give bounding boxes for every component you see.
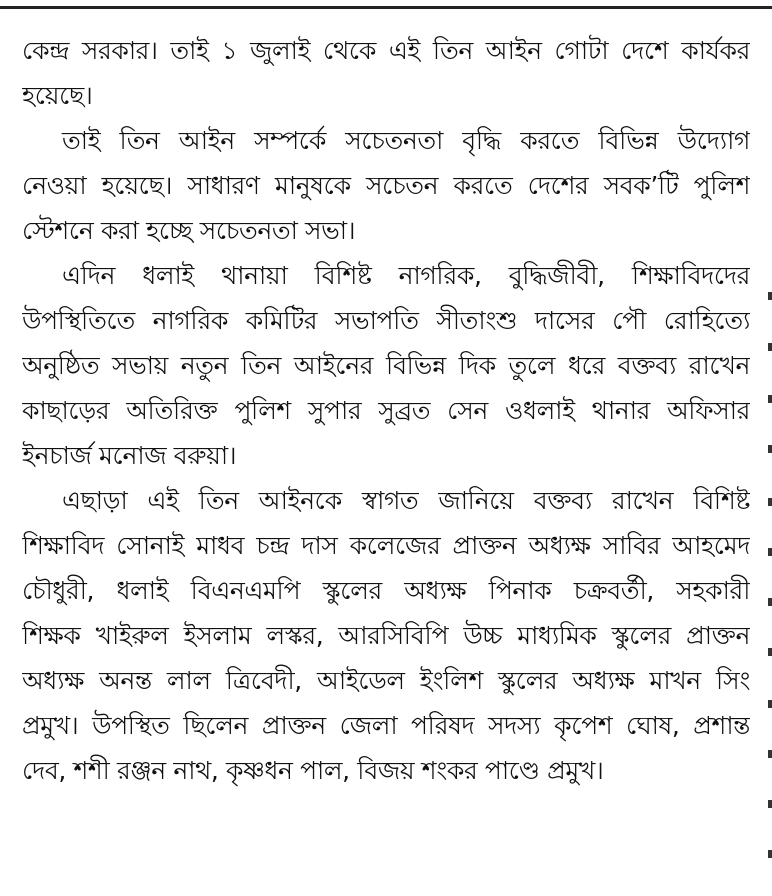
paragraph-1 (22, 28, 750, 118)
news-article-body (22, 28, 750, 793)
paragraph-3 (22, 253, 750, 478)
text-line: উপস্থিতিতে নাগরিক কমিটির সভাপতি সীতাংশু দাসের পৌ রোহিত্যে (22, 306, 750, 335)
top-column-rule (0, 6, 772, 9)
text-line: দেব, শশী রঞ্জন নাথ, কৃষ্ণধন পাল, বিজয় শংকর পাণ্ডে প্রমুখ। (22, 756, 604, 785)
edge-fragment (768, 445, 772, 453)
edge-fragment (768, 498, 772, 506)
text-line: ইনচার্জ মনোজ বরুয়া। (22, 441, 237, 470)
edge-fragment (768, 395, 772, 403)
edge-fragment (768, 343, 772, 351)
edge-fragment (768, 800, 772, 808)
edge-fragment (768, 850, 772, 858)
text-line: নেওয়া হয়েছে। সাধারণ মানুষকে সচেতন করতে দেশের সবক’টি পুলিশ (22, 171, 750, 200)
edge-fragment (768, 598, 772, 606)
adjacent-column-edge (766, 0, 772, 896)
paragraph-2 (22, 118, 750, 253)
text-line: এছাড়া এই তিন আইনকে স্বাগত জানিয়ে বক্তব্য রাখেন বিশিষ্ট (62, 486, 750, 515)
text-line: শিক্ষাবিদ সোনাই মাধব চন্দ্র দাস কলেজের প্রাক্তন অধ্যক্ষ সাবির আহমেদ (22, 531, 750, 560)
edge-fragment (768, 700, 772, 708)
text-line: স্টেশনে করা হচ্ছে সচেতনতা সভা। (22, 216, 356, 245)
edge-fragment (768, 292, 772, 300)
text-line: কেন্দ্র সরকার। তাই ১ জুলাই থেকে এই তিন আইন গোটা দেশে কার্যকর (22, 36, 750, 65)
text-line: হয়েছে। (22, 81, 93, 110)
edge-fragment (768, 548, 772, 556)
text-line: তাই তিন আইন সম্পর্কে সচেতনতা বৃদ্ধি করতে বিভিন্ন উদ্যোগ (62, 126, 750, 155)
text-line: কাছাড়ের অতিরিক্ত পুলিশ সুপার সুব্রত সেন ওধলাই থানার অফিসার (22, 396, 750, 425)
text-line: এদিন ধলাই থানায়া বিশিষ্ট নাগরিক, বুদ্ধিজীবী, শিক্ষাবিদদের (62, 261, 750, 290)
text-line: শিক্ষক খাইরুল ইসলাম লস্কর, আরসিবিপি উচ্চ মাধ্যমিক স্কুলের প্রাক্তন (22, 621, 750, 650)
text-line: অধ্যক্ষ অনন্ত লাল ত্রিবেদী, আইডেল ইংলিশ স্কুলের অধ্যক্ষ মাখন সিং (22, 666, 750, 695)
text-line: অনুষ্ঠিত সভায় নতুন তিন আইনের বিভিন্ন দিক তুলে ধরে বক্তব্য রাখেন (22, 351, 750, 380)
text-line: প্রমুখ। উপস্থিত ছিলেন প্রাক্তন জেলা পরিষদ সদস্য কৃপেশ ঘোষ, প্রশান্ত (22, 711, 750, 740)
paragraph-4 (22, 478, 750, 793)
edge-fragment (768, 648, 772, 656)
edge-fragment (768, 750, 772, 758)
text-line: চৌধুরী, ধলাই বিএনএমপি স্কুলের অধ্যক্ষ পিনাক চক্রবর্তী, সহকারী (22, 576, 750, 605)
